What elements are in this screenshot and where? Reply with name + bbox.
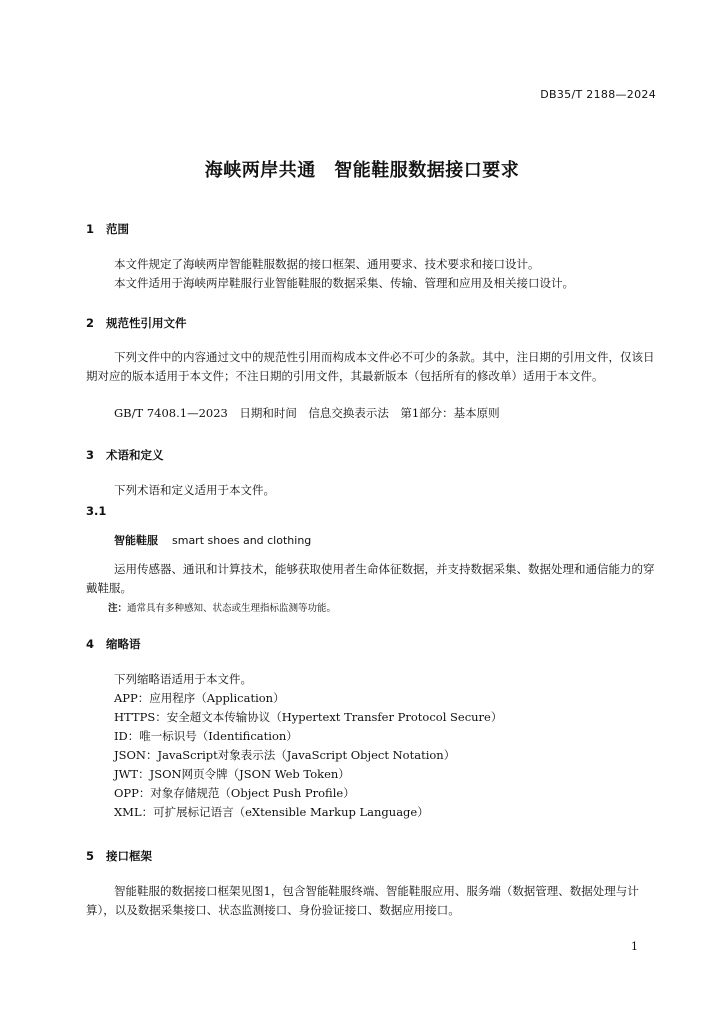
reference-item: GB/T 7408.1—2023 日期和时间 信息交换表示法 第1部分：基本原则 xyxy=(114,406,500,420)
abbreviations-intro: 下列缩略语适用于本文件。 xyxy=(114,672,252,686)
abbreviation-item: JWT：JSON网页令牌（JSON Web Token） xyxy=(114,767,350,781)
normative-references-paragraph: 下列文件中的内容通过文中的规范性引用而构成本文件必不可少的条款。其中，注日期的引用文件，仅该日期对应的版本适用于本文件；不注日期的引用文件，其最新版本（包括所有的修改单）适用于本文件。 xyxy=(86,350,655,383)
section-title: 范围 xyxy=(106,222,129,236)
interface-framework-paragraph: 智能鞋服的数据接口框架见图1，包含智能鞋服终端、智能鞋服应用、服务端（数据管理、数据处理与计算），以及数据采集接口、状态监测接口、身份验证接口、数据应用接口。 xyxy=(86,884,639,917)
section-number: 4 xyxy=(86,637,95,651)
section-title: 接口框架 xyxy=(106,849,152,863)
abbreviation-item: HTTPS：安全超文本传输协议（Hypertext Transfer Protocol Secure） xyxy=(114,710,503,724)
abbreviation-item: APP：应用程序（Application） xyxy=(114,691,285,705)
section-number: 3 xyxy=(86,448,95,462)
note-text: 通常具有多种感知、状态或生理指标监测等功能。 xyxy=(127,603,337,614)
standard-code: DB35/T 2188—2024 xyxy=(540,88,656,101)
section-title: 缩略语 xyxy=(106,637,141,651)
abbreviation-item: ID：唯一标识号（Identification） xyxy=(114,729,298,743)
term-number: 3.1 xyxy=(86,504,107,518)
scope-paragraph-1: 本文件规定了海峡两岸智能鞋服数据的接口框架、通用要求、技术要求和接口设计。 xyxy=(114,257,540,271)
abbreviation-item: XML：可扩展标记语言（eXtensible Markup Language） xyxy=(114,805,429,819)
section-title: 术语和定义 xyxy=(106,448,164,462)
term-entry xyxy=(114,532,311,548)
section-5-heading xyxy=(86,848,152,864)
note-label: 注： xyxy=(108,603,128,614)
scope-paragraph-2: 本文件适用于海峡两岸鞋服行业智能鞋服的数据采集、传输、管理和应用及相关接口设计。 xyxy=(114,276,574,290)
abbreviation-item: JSON：JavaScript对象表示法（JavaScript Object Notation） xyxy=(114,748,456,762)
term-chinese: 智能鞋服 xyxy=(114,534,158,547)
page-number: 1 xyxy=(631,940,638,953)
abbreviation-item: OPP：对象存储规范（Object Push Profile） xyxy=(114,786,355,800)
terms-intro: 下列术语和定义适用于本文件。 xyxy=(114,483,275,497)
document-title: 海峡两岸共通 智能鞋服数据接口要求 xyxy=(204,160,520,181)
section-4-heading xyxy=(86,636,141,652)
term-note xyxy=(108,600,336,614)
section-number: 5 xyxy=(86,849,95,863)
section-2-heading xyxy=(86,315,187,331)
section-number: 2 xyxy=(86,316,95,330)
term-definition: 运用传感器、通讯和计算技术，能够获取使用者生命体征数据，并支持数据采集、数据处理和通信能力的穿戴鞋服。 xyxy=(86,562,655,595)
section-1-heading xyxy=(86,221,129,237)
section-3-heading xyxy=(86,447,164,463)
section-number: 1 xyxy=(86,222,95,236)
section-title: 规范性引用文件 xyxy=(106,316,187,330)
term-english: smart shoes and clothing xyxy=(172,534,312,547)
